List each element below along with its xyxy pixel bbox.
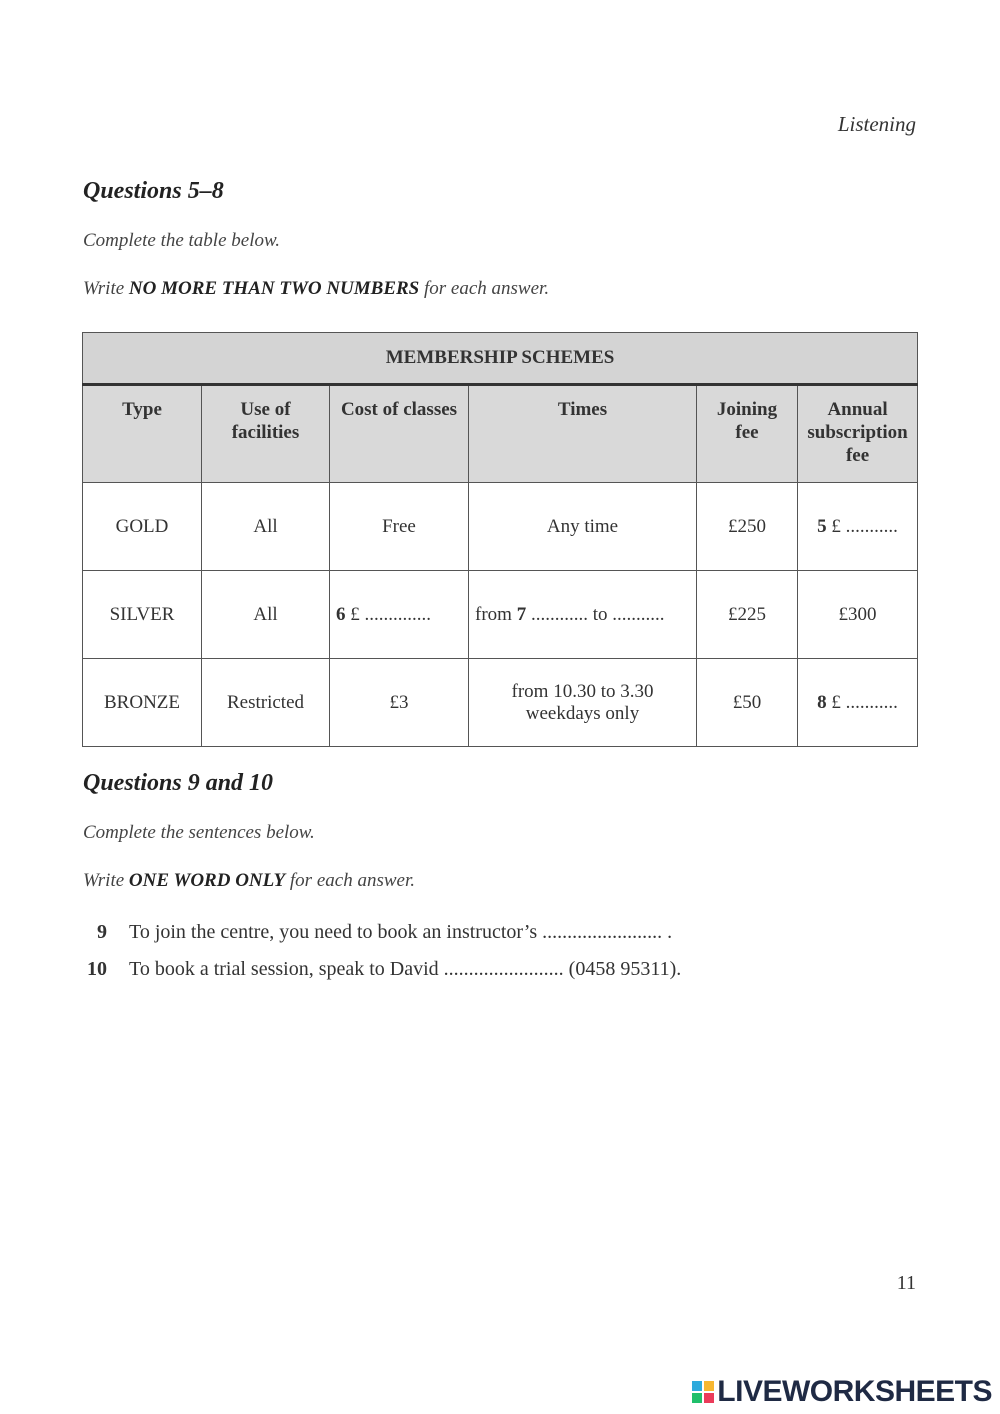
column-header: Joining fee [697,385,798,483]
instruction-complete-table: Complete the table below. [83,230,280,251]
question-text: To join the centre, you need to book an instructor’s ........................ . [129,921,673,943]
logo-square [692,1381,702,1391]
table-cell-type: GOLD [83,483,202,571]
column-header: Cost of classes [330,385,469,483]
table-cell-joining-fee: £225 [697,571,798,659]
question-item-10[interactable] [83,951,681,988]
answer-gap-text: £ ........... [831,515,898,537]
liveworksheets-logo-icon [692,1381,714,1403]
table-cell-facilities: All [202,483,330,571]
liveworksheets-brand[interactable] [692,1376,992,1408]
question-number: 6 [336,603,346,625]
instruction-word-limit [83,278,549,300]
page-number: 11 [896,1272,916,1294]
table-cell-joining-fee: £250 [697,483,798,571]
instruction-text: Write [83,870,129,891]
times-line: weekdays only [525,702,640,724]
table-cell-type: BRONZE [83,659,202,747]
instruction-complete-sentences: Complete the sentences below. [83,822,315,843]
table-cell-times: Any time [469,483,697,571]
logo-square [692,1393,702,1403]
question-number: 5 [817,515,827,537]
instruction-text: for each answer. [419,278,550,299]
question-number: 10 [87,958,107,980]
table-row-bronze [83,659,918,747]
table-cell-times [469,659,697,747]
section-heading-questions-9-10: Questions 9 and 10 [83,770,274,796]
column-header: Use of facilities [202,385,330,483]
question-item-9[interactable] [83,914,681,951]
logo-square [704,1381,714,1391]
column-header: Times [469,385,697,483]
column-header: Type [83,385,202,483]
instruction-emphasis: ONE WORD ONLY [128,870,286,891]
instruction-word-limit [83,870,415,892]
question-number: 8 [817,691,827,713]
membership-schemes-table [82,332,918,747]
instruction-text: for each answer. [285,870,415,891]
answer-gap-8[interactable] [798,659,918,747]
instruction-emphasis: NO MORE THAN TWO NUMBERS [128,278,420,299]
sentence-question-list [83,914,681,988]
answer-gap-7[interactable] [469,571,697,659]
answer-gap-5[interactable] [798,483,918,571]
question-number: 9 [97,921,107,943]
times-line: from 10.30 to 3.30 [511,680,654,702]
brand-name: LIVEWORKSHEETS [717,1375,992,1408]
logo-square [704,1393,714,1403]
table-row-silver [83,571,918,659]
section-heading-questions-5-8: Questions 5–8 [83,178,224,204]
table-row-gold [83,483,918,571]
table-cell-facilities: Restricted [202,659,330,747]
times-prefix: from [475,603,517,625]
table-cell-cost: Free [330,483,469,571]
instruction-text: Write [83,278,129,299]
question-number: 7 [516,603,527,625]
answer-gap-text: £ .............. [350,603,431,625]
column-header: Annual subscription fee [798,385,918,483]
answer-gap-text: £ ........... [831,691,898,713]
table-cell-cost: £3 [330,659,469,747]
table-cell-annual-fee: £300 [798,571,918,659]
table-header-row [83,385,918,483]
running-head: Listening [837,112,916,136]
table-cell-type: SILVER [83,571,202,659]
answer-gap-6[interactable] [330,571,469,659]
answer-gap-text: ............ to ........... [526,603,665,625]
table-cell-facilities: All [202,571,330,659]
question-text: To book a trial session, speak to David ........................ (0458 95311). [129,958,682,980]
table-title-row [83,333,918,385]
table-cell-joining-fee: £50 [697,659,798,747]
table-title: MEMBERSHIP SCHEMES [83,333,918,385]
